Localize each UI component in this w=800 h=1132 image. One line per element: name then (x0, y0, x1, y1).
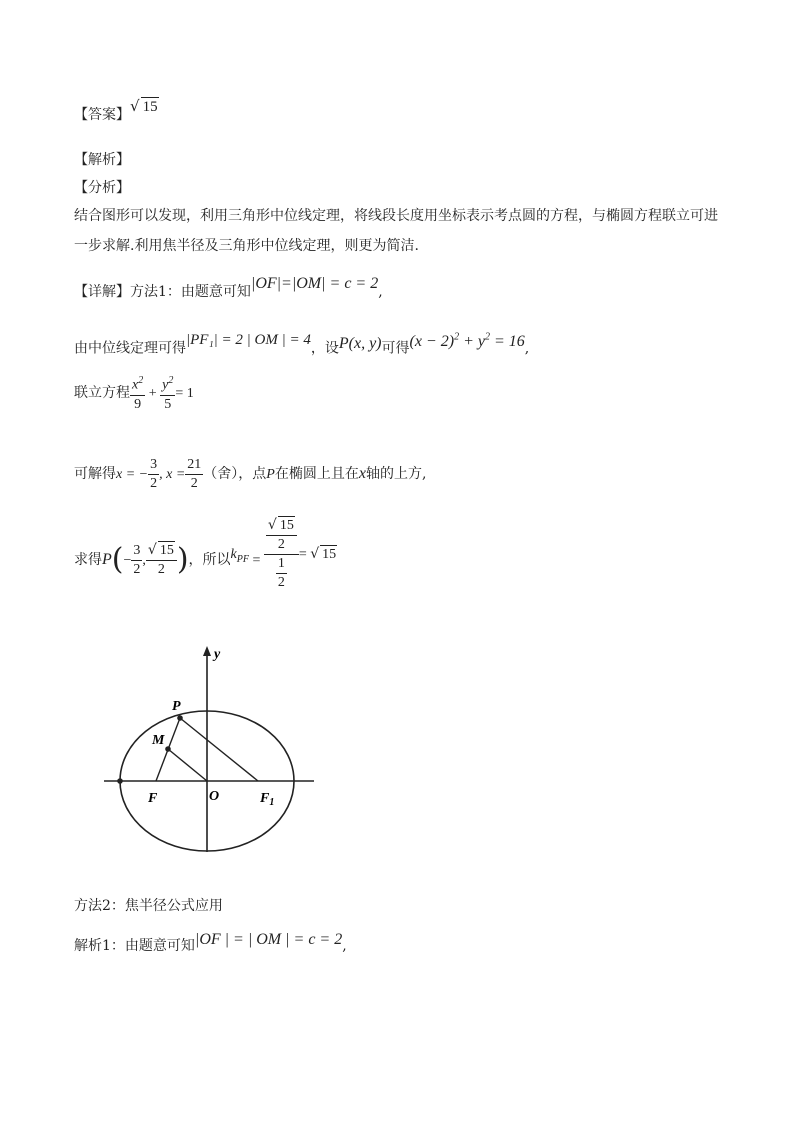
text-set: ，设 (310, 340, 339, 357)
label-o: O (209, 789, 220, 804)
fenxi-text-1: 结合图形可以发现，利用三角形中位线定理，将线段长度用坐标表示考点圆的方程，与椭圆方程联立可进 (74, 208, 718, 224)
method2-line (74, 931, 347, 956)
fenxi-label: 【分析】 (74, 180, 130, 196)
label-m: M (152, 733, 165, 748)
eq-circle: $(x - 2)^2 + y^2 = 16$ (409, 332, 525, 351)
analysis-label: 【解析】 (74, 152, 130, 168)
point-m-dot (165, 746, 171, 752)
var-x: x (358, 465, 366, 482)
text-midline: 由中位线定理可得 (74, 340, 186, 357)
sol-x2: , x = (159, 467, 186, 482)
eq-of-om: |OF|=|OM| = c = 2 (250, 275, 379, 292)
text-reject: （舍），点 (203, 466, 267, 482)
frac-3-2-b: $\frac{3}{2}$ (133, 542, 141, 577)
frac-slope: $\frac{\frac{√ 15}{2}}{\frac{1}{2}}$ (264, 516, 299, 592)
eq-point-p: P(x, y) (338, 335, 382, 353)
point-p-label: P (102, 551, 112, 568)
ellipse-figure (100, 640, 320, 860)
text-get: 可得 (381, 340, 410, 357)
method2-text: 解析1：由题意可知 (74, 938, 195, 954)
var-p: P (266, 467, 275, 482)
sol-x1: x = − (116, 467, 149, 482)
text-on-ellipse: 在椭圆上且在 (274, 466, 359, 482)
segment-pf1 (180, 718, 258, 781)
eq-pf1: |PF₁| = 2 | OM | = 4 (186, 332, 311, 349)
slope-k: $k_{PF}$ (230, 547, 249, 565)
comma: , (378, 284, 383, 300)
method2-title: 方法2：焦半径公式应用 (74, 898, 223, 914)
text-solve: 可解得 (74, 466, 116, 482)
label-y: y (214, 647, 221, 662)
label-f1: $F_1$ (260, 791, 275, 808)
eq-one: = 1 (175, 385, 194, 401)
frac-y2-5: $\frac{y^2}{5}$ (160, 372, 175, 414)
frac-x2-9: $\frac{x^2}{9}$ (130, 372, 145, 414)
text-above-axis: 轴的上方, (365, 466, 427, 482)
y-axis-arrow-icon (203, 646, 211, 656)
text-so: ，所以 (188, 552, 231, 568)
detail-line-2 (74, 334, 529, 358)
left-vertex-dot (117, 778, 123, 784)
method1-text: 方法1：由题意可知 (130, 284, 251, 300)
slope-result: √ 15 (310, 546, 337, 562)
text-combine: 联立方程 (74, 384, 130, 401)
detail-line-4 (74, 454, 426, 495)
method2-eq: |OF | = | OM | = c = 2 (194, 931, 343, 948)
point-p-dot (177, 715, 183, 721)
detail-line-1 (74, 275, 383, 302)
fenxi-text-2: 一步求解.利用焦半径及三角形中位线定理，则更为简洁. (74, 238, 419, 254)
detail-label: 【详解】 (74, 284, 130, 300)
comma: , (342, 938, 347, 954)
slope-eq: = (298, 547, 311, 562)
label-f: F (148, 791, 158, 806)
frac-sqrt15-2: $\frac{√ 15}{2}$ (146, 541, 177, 579)
answer-label: 【答案】 (74, 107, 130, 123)
detail-line-5: 求得P(− $\frac{3}{2}$ , $\frac{√ 15}{2}$ )，所以$k_{PF}$ = $\frac{\frac{√ 15}{2}}{\frac{1}{2}}$ = √ 15 (74, 517, 337, 590)
label-p: P (172, 699, 181, 714)
frac-21-2: $\frac{21}{2}$ (187, 456, 202, 491)
detail-line-3: 联立方程 $\frac{x^2}{9}$ + $\frac{y^2}{5}$ = 1 (74, 372, 194, 414)
answer-value: √ 15 (130, 97, 158, 115)
frac-3-2: $\frac{3}{2}$ (150, 456, 158, 491)
answer-line (74, 97, 159, 125)
comma: , (524, 340, 530, 357)
segment-mo (168, 749, 207, 781)
text-find: 求得 (74, 552, 102, 568)
